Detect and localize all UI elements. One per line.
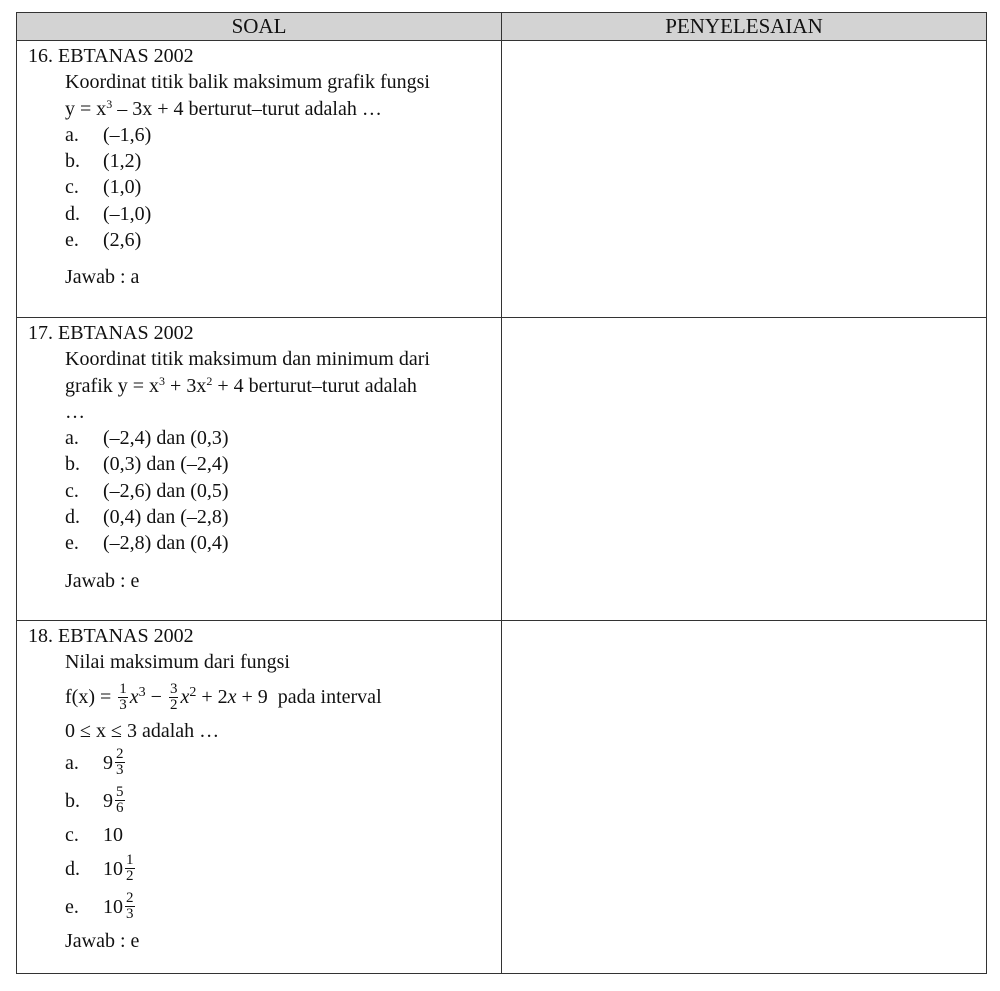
fraction-numerator: 2	[126, 890, 134, 907]
fraction-denominator: 2	[169, 697, 178, 714]
option-whole: 9	[103, 751, 113, 774]
question-text-part: – 3x + 4 berturut–turut adalah …	[112, 97, 382, 120]
exponent: 2	[189, 685, 197, 701]
question-heading: 18. EBTANAS 2002	[28, 625, 194, 647]
option-letter: c.	[65, 479, 79, 502]
option-letter: d.	[65, 857, 80, 880]
formula-op: + 2	[196, 686, 228, 709]
option-b	[28, 451, 491, 477]
answer-text: Jawab : e	[65, 569, 140, 592]
soal-cell-16	[17, 41, 502, 318]
question-row-16	[17, 41, 987, 318]
option-letter: e.	[65, 532, 79, 555]
question-text: Nilai maksimum dari fungsi	[65, 651, 290, 674]
penyelesaian-cell-17[interactable]	[502, 318, 987, 621]
fraction	[169, 682, 179, 713]
exponent: 3	[106, 96, 113, 111]
question-text-part: + 3x	[165, 374, 207, 397]
option-letter: e.	[65, 895, 79, 918]
question-heading: 17. EBTANAS 2002	[28, 322, 194, 344]
question-table	[16, 12, 987, 974]
question-row-17	[17, 318, 987, 621]
question-heading: 16. EBTANAS 2002	[28, 45, 194, 67]
formula-op: + 9	[236, 686, 268, 709]
interval-text: 0 ≤ x ≤ 3 adalah …	[65, 719, 220, 742]
penyelesaian-cell-18[interactable]	[502, 621, 987, 974]
formula-var: x	[180, 686, 190, 709]
fraction-numerator: 5	[116, 784, 124, 801]
option-value: (–1,0)	[103, 202, 152, 225]
fraction-denominator: 3	[119, 697, 127, 714]
fraction-denominator: 2	[126, 868, 134, 885]
option-whole: 9	[103, 789, 113, 812]
question-text-line: Koordinat titik maksimum dan minimum dari	[65, 348, 430, 371]
fraction	[115, 747, 125, 778]
option-letter: b.	[65, 150, 80, 173]
question-text-line: Koordinat titik balik maksimum grafik fungsi	[65, 71, 430, 94]
option-value: (–2,4) dan (0,3)	[103, 427, 229, 450]
option-letter: c.	[65, 176, 79, 199]
option-value: (–2,6) dan (0,5)	[103, 479, 229, 502]
question-text-part: y = x	[65, 97, 107, 120]
table-header-row	[17, 13, 987, 41]
penyelesaian-cell-16[interactable]	[502, 41, 987, 318]
option-d	[28, 850, 491, 888]
option-c	[28, 478, 491, 504]
formula-op: −	[145, 686, 167, 709]
question-text-ellipsis: …	[65, 400, 85, 423]
option-d	[28, 504, 491, 530]
answer-text: Jawab : a	[65, 266, 140, 289]
option-whole: 10	[103, 857, 123, 880]
option-letter: c.	[65, 823, 79, 846]
option-letter: d.	[65, 202, 80, 225]
formula-var: x	[227, 686, 237, 709]
exponent: 3	[138, 685, 146, 701]
function-formula	[28, 680, 491, 716]
option-d	[28, 201, 491, 227]
formula-tail-text: pada interval	[267, 686, 382, 709]
soal-cell-18	[17, 621, 502, 974]
fraction-numerator: 1	[126, 852, 134, 869]
option-c	[28, 820, 491, 850]
question-text-part: grafik y = x	[65, 374, 160, 397]
fraction	[125, 891, 135, 922]
fraction-numerator: 1	[119, 681, 127, 698]
option-value: (–2,8) dan (0,4)	[103, 532, 229, 555]
exponent: 2	[206, 373, 213, 388]
header-soal: SOAL	[17, 13, 502, 41]
exponent: 3	[159, 373, 166, 388]
option-whole: 10	[103, 895, 123, 918]
option-value: (1,2)	[103, 150, 142, 173]
option-letter: e.	[65, 229, 79, 252]
option-e	[28, 530, 491, 556]
fraction-denominator: 3	[116, 762, 124, 779]
option-letter: d.	[65, 506, 80, 529]
option-a	[28, 425, 491, 451]
option-letter: a.	[65, 427, 79, 450]
fraction-numerator: 2	[116, 746, 124, 763]
option-letter: a.	[65, 751, 79, 774]
formula-lhs: f(x) =	[65, 686, 112, 709]
question-row-18	[17, 621, 987, 974]
option-c	[28, 174, 491, 200]
option-value: (–1,6)	[103, 123, 152, 146]
option-whole: 10	[103, 823, 123, 846]
option-value: (2,6)	[103, 229, 142, 252]
option-letter: b.	[65, 453, 80, 476]
formula-var: x	[129, 686, 139, 709]
header-penyelesaian: PENYELESAIAN	[502, 13, 987, 41]
soal-cell-17	[17, 318, 502, 621]
option-value: (0,4) dan (–2,8)	[103, 506, 229, 529]
answer-text: Jawab : e	[65, 929, 140, 952]
option-b	[28, 782, 491, 820]
option-value: (1,0)	[103, 176, 142, 199]
question-text	[28, 346, 491, 425]
option-b	[28, 148, 491, 174]
option-a	[28, 744, 491, 782]
option-value: (0,3) dan (–2,4)	[103, 453, 229, 476]
fraction-denominator: 6	[116, 800, 124, 817]
option-letter: a.	[65, 123, 79, 146]
question-text-part: + 4 berturut–turut adalah	[212, 374, 417, 397]
fraction	[125, 853, 135, 884]
option-a	[28, 122, 491, 148]
fraction	[115, 785, 125, 816]
fraction	[118, 682, 128, 713]
fraction-numerator: 3	[169, 681, 178, 698]
option-e	[28, 888, 491, 926]
fraction-denominator: 3	[126, 906, 134, 923]
question-text	[28, 69, 491, 122]
option-e	[28, 227, 491, 253]
option-letter: b.	[65, 789, 80, 812]
